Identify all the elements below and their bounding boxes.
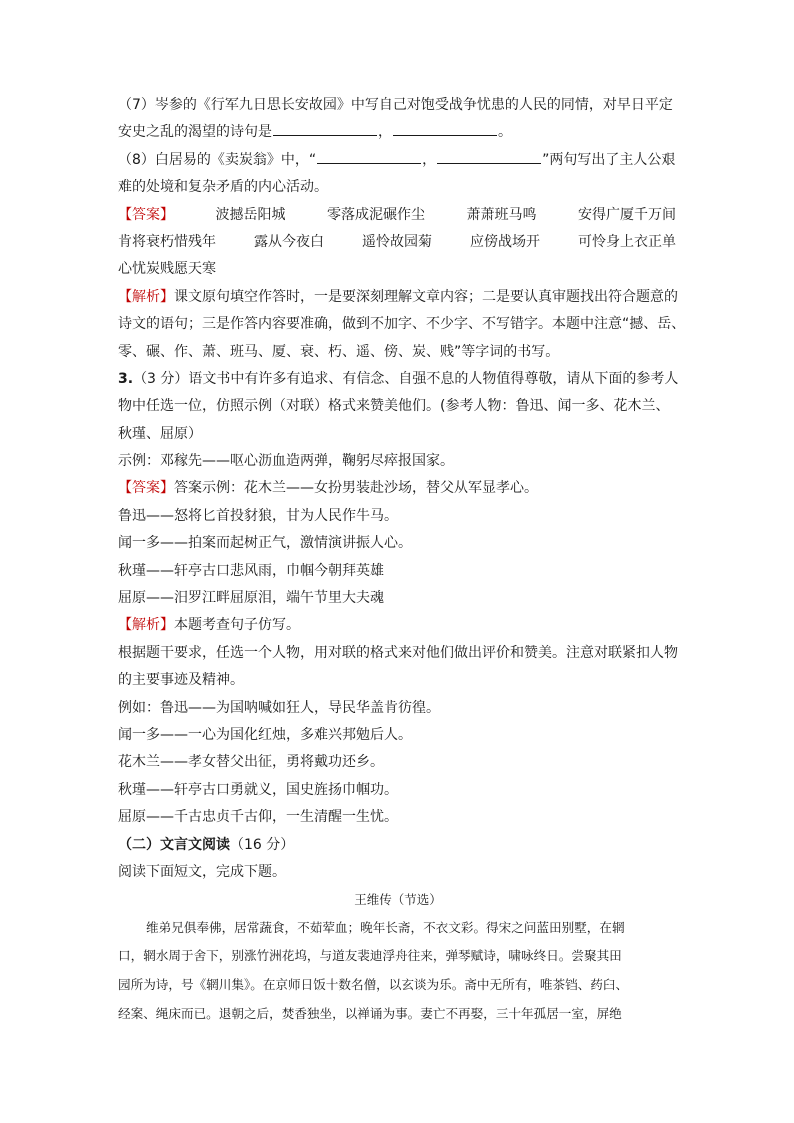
q8-line2: 难的处境和复杂矛盾的内心活动。: [118, 179, 328, 196]
answer3-first: 答案示例：花木兰——女扮男装赴沙场，替父从军显孝心。: [174, 480, 538, 497]
analysis3-line: 屈原——千古忠贞千古仰，一生清醒一生忧。: [118, 809, 398, 826]
passage-line: 经案、绳床而已。退朝之后，焚香独坐，以禅诵为事。妻亡不再娶，三十年孤居一室，屏绝: [118, 1005, 622, 1021]
q7-blank-2[interactable]: [393, 120, 497, 136]
q8-blank-2[interactable]: [437, 148, 541, 164]
q8-line1-text: （8）白居易的《卖炭翁》中，“: [118, 151, 317, 168]
answer1-row2: [118, 229, 678, 256]
answer-item: 可怜身上衣正单: [578, 233, 676, 250]
analysis3-line: 花木兰——孝女替父出征，勇将戴功还乡。: [118, 754, 384, 771]
q3-line1: [118, 366, 678, 393]
q3-line2: 物中任选一位，仿照示例（对联）格式来赞美他们。(参考人物：鲁迅、闻一多、花木兰、: [118, 398, 670, 415]
answer-item: 肯将衰朽惜残年: [118, 233, 216, 250]
answer3-line: 屈原——汨罗江畔屈原泪，端午节里大夫魂: [118, 590, 384, 607]
passage-line: 口，辋水周于舍下，别涨竹洲花坞，与道友裴迪浮舟往来，弹琴赋诗，啸咏终日。尝聚其田: [118, 948, 622, 964]
analysis-label: 【解析】: [118, 617, 174, 634]
q7-line1: （7）岑参的《行军九日思长安故园》中写自己对饱受战争忧患的人民的同情，对早日平定: [118, 97, 673, 113]
section2-heading: [118, 832, 678, 859]
section2-score: （16 分）: [230, 836, 295, 853]
q3-line1-text: （3 分）语文书中有许多有追求、有信念、自强不息的人物值得尊敬，请从下面的参考人: [133, 370, 679, 387]
answer3-line1: [118, 475, 678, 502]
section2-title: （二）文言文阅读: [118, 836, 230, 853]
q8-blank-1[interactable]: [317, 148, 421, 164]
analysis3-line: 闻一多——一心为国化红烛，多难兴邦勉后人。: [118, 726, 412, 743]
q8-separator: ，: [422, 151, 437, 168]
passage-line: 维弟兄俱奉佛，居常蔬食，不茹荤血；晚年长斋，不衣文彩。得宋之问蓝田别墅，在辋: [146, 919, 625, 935]
analysis3-line1: [118, 612, 678, 639]
answer1-row3: 心忧炭贱愿天寒: [118, 261, 216, 278]
analysis3-line: 秋瑾——轩亭古口勇就义，国史旌扬巾帼功。: [118, 781, 398, 798]
answer3-line: 鲁迅——怒将匕首投豺狼，甘为人民作牛马。: [118, 507, 398, 524]
document-content: [118, 92, 686, 1028]
q7-blank-1[interactable]: [273, 120, 377, 136]
analysis1-line1: [118, 284, 678, 311]
analysis3-line: 例如：鲁迅——为国呐喊如狂人，导民华盖肯彷徨。: [118, 699, 440, 716]
answer-item: 零落成泥碾作尘: [327, 206, 425, 223]
answer3-line: 秋瑾——轩亭古口悲风雨，巾帼今朝拜英雄: [118, 562, 384, 579]
q7-separator: ，: [378, 124, 392, 141]
analysis-label: 【解析】: [118, 288, 174, 305]
analysis3-line: 根据题干要求，任选一个人物，用对联的格式来对他们做出评价和赞美。注意对联紧扣人物: [118, 644, 678, 661]
answer-item: 遥怜故园菊: [362, 233, 432, 250]
passage-title: 王维传（节选）: [354, 892, 442, 908]
q7-end-mark: 。: [498, 124, 512, 141]
q7-line2: [118, 119, 678, 146]
analysis1-line3: 零、碾、作、萧、班马、厦、衰、朽、遥、傍、炭、贱”等字词的书写。: [118, 343, 560, 360]
answer-item: 应傍战场开: [470, 233, 540, 250]
q8-line1: [118, 147, 678, 174]
passage-line: 园所为诗，号《辋川集》。在京师日饭十数名僧，以玄谈为乐。斋中无所有，唯茶铛、药臼、: [118, 976, 629, 992]
q3-number: 3.: [118, 370, 134, 387]
answer-item: 安得广厦千万间: [578, 206, 676, 223]
section2-instruction: 阅读下面短文，完成下题。: [118, 863, 286, 880]
analysis1-text: 课文原句填空作答时，一是要深刻理解文章内容；二是要认真审题找出符合题意的: [174, 288, 678, 305]
answer1-row1: [118, 202, 678, 229]
analysis1-line2: 诗文的语句；三是作答内容要准确，做到不加字、不少字、不写错字。本题中注意“撼、岳、: [118, 316, 686, 333]
q3-line3: 秋瑾、屈原）: [118, 425, 202, 442]
q3-example: 示例：邓稼先——呕心沥血造两弹，鞠躬尽瘁报国家。: [118, 453, 454, 470]
analysis3-line: 的主要事迹及精神。: [118, 672, 244, 689]
analysis3-first: 本题考查句子仿写。: [174, 617, 300, 634]
answer3-line: 闻一多——拍案而起树正气，激情演讲振人心。: [118, 535, 412, 552]
q7-line2-text: 安史之乱的渴望的诗句是: [118, 124, 272, 141]
answer-item: 露从今夜白: [254, 233, 324, 250]
answer-item: 波撼岳阳城: [215, 206, 286, 223]
answer-label: 【答案】: [118, 480, 174, 497]
answer-item: 萧萧班马鸣: [466, 206, 537, 223]
q8-line1-end: ”两句写出了主人公艰: [542, 151, 676, 168]
answer-label: 【答案】: [118, 206, 174, 223]
